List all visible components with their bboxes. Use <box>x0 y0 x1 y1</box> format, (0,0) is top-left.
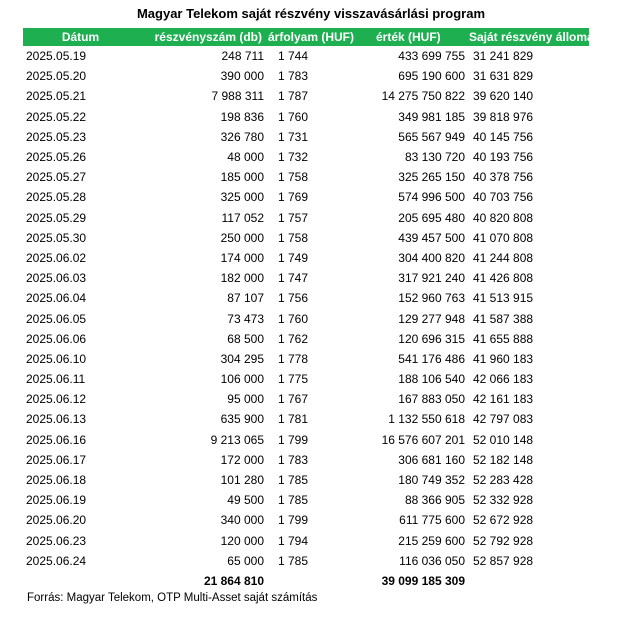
column-header-holdings: Saját részvény állomány <box>465 28 589 46</box>
table-row <box>23 147 589 167</box>
table-row <box>23 248 589 268</box>
price-cell: 1 757 <box>278 210 309 225</box>
value-cell: 167 883 050 <box>398 392 465 407</box>
date-cell: 2025.06.06 <box>26 331 87 346</box>
shares-cell <box>138 430 264 450</box>
date-cell: 2025.06.04 <box>26 291 87 306</box>
total-value: 39 099 185 309 <box>381 573 465 588</box>
date-cell: 2025.05.21 <box>26 89 87 104</box>
total-label-cell <box>23 571 138 591</box>
date-cell: 2025.06.17 <box>26 452 87 467</box>
holdings-cell: 42 161 183 <box>473 392 534 407</box>
value-cell: 14 275 750 822 <box>381 89 465 104</box>
date-cell: 2025.05.30 <box>26 230 87 245</box>
total-holdings-cell <box>465 571 589 591</box>
table-row <box>23 430 589 450</box>
shares-value: 304 295 <box>220 351 264 366</box>
holdings-cell: 42 797 083 <box>473 412 534 427</box>
shares-cell <box>138 389 264 409</box>
shares-cell <box>138 248 264 268</box>
shares-value: 106 000 <box>220 372 264 387</box>
table-row <box>23 66 589 86</box>
date-cell: 2025.06.02 <box>26 250 87 265</box>
shares-value: 198 836 <box>220 109 264 124</box>
price-cell: 1 760 <box>278 311 309 326</box>
shares-cell <box>138 208 264 228</box>
shares-cell <box>138 510 264 530</box>
column-header-shares: részvényszám (db) <box>138 28 264 46</box>
date-cell: 2025.05.27 <box>26 170 87 185</box>
table-row <box>23 470 589 490</box>
shares-value: 7 988 311 <box>211 89 264 104</box>
table-row <box>23 86 589 106</box>
date-cell: 2025.05.26 <box>26 150 87 165</box>
shares-cell <box>138 531 264 551</box>
holdings-cell: 40 378 756 <box>473 170 534 185</box>
price-cell: 1 794 <box>278 533 309 548</box>
shares-value: 48 000 <box>227 150 264 165</box>
price-cell: 1 787 <box>278 89 309 104</box>
price-cell: 1 785 <box>278 493 309 508</box>
date-cell: 2025.06.19 <box>26 493 87 508</box>
price-cell: 1 731 <box>278 129 309 144</box>
date-cell: 2025.06.05 <box>26 311 87 326</box>
shares-cell <box>138 187 264 207</box>
price-cell: 1 732 <box>278 150 309 165</box>
holdings-cell: 41 587 388 <box>473 311 534 326</box>
table-body <box>23 46 589 591</box>
value-cell: 180 749 352 <box>398 473 465 488</box>
table-header <box>23 28 608 46</box>
shares-cell <box>138 551 264 571</box>
date-cell: 2025.06.13 <box>26 412 87 427</box>
shares-value: 49 500 <box>227 493 264 508</box>
value-cell: 574 996 500 <box>398 190 465 205</box>
shares-cell <box>138 127 264 147</box>
shares-value: 182 000 <box>220 271 264 286</box>
shares-value: 174 000 <box>220 250 264 265</box>
shares-cell <box>138 107 264 127</box>
price-cell: 1 758 <box>278 170 309 185</box>
shares-cell <box>138 369 264 389</box>
date-cell: 2025.05.22 <box>26 109 87 124</box>
holdings-cell: 52 857 928 <box>473 553 534 568</box>
table-row <box>23 531 589 551</box>
holdings-cell: 39 818 976 <box>473 109 534 124</box>
date-cell: 2025.05.19 <box>26 49 87 64</box>
shares-cell <box>138 470 264 490</box>
price-cell: 1 781 <box>278 412 309 427</box>
value-cell: 611 775 600 <box>399 513 465 528</box>
value-cell: 306 681 160 <box>398 452 465 467</box>
shares-cell <box>138 167 264 187</box>
holdings-cell: 41 426 808 <box>473 271 534 286</box>
table-row <box>23 409 589 429</box>
table-row <box>23 329 589 349</box>
date-cell: 2025.06.20 <box>26 513 87 528</box>
value-cell: 433 699 755 <box>398 49 465 64</box>
holdings-cell: 40 820 808 <box>473 210 534 225</box>
table-row <box>23 490 589 510</box>
price-cell: 1 744 <box>278 49 309 64</box>
page-title: Magyar Telekom saját részvény visszavásárlási program <box>136 6 486 21</box>
shares-cell <box>138 308 264 328</box>
holdings-cell: 52 182 148 <box>473 452 534 467</box>
shares-value: 95 000 <box>227 392 264 407</box>
total-shares-cell <box>138 571 264 591</box>
shares-value: 120 000 <box>220 533 264 548</box>
holdings-cell: 42 066 183 <box>473 372 534 387</box>
shares-value: 326 780 <box>220 129 264 144</box>
table-row <box>23 107 589 127</box>
value-cell: 565 567 949 <box>398 129 465 144</box>
price-cell: 1 749 <box>278 250 309 265</box>
price-cell: 1 760 <box>278 109 309 124</box>
table-row <box>23 389 589 409</box>
table-row <box>23 127 589 147</box>
holdings-cell: 31 241 829 <box>473 49 534 64</box>
table-row <box>23 208 589 228</box>
shares-value: 250 000 <box>220 230 264 245</box>
value-cell: 1 132 550 618 <box>388 412 465 427</box>
shares-value: 635 900 <box>220 412 264 427</box>
shares-value: 101 280 <box>220 473 264 488</box>
value-cell: 120 696 315 <box>398 331 465 346</box>
price-cell: 1 775 <box>278 372 309 387</box>
shares-value: 117 052 <box>221 210 264 225</box>
table-row <box>23 288 589 308</box>
price-cell: 1 756 <box>278 291 309 306</box>
value-cell: 205 695 480 <box>398 210 465 225</box>
header-row <box>23 28 589 46</box>
holdings-cell: 40 145 756 <box>473 129 534 144</box>
value-cell: 349 981 185 <box>398 109 465 124</box>
table-row <box>23 46 589 66</box>
holdings-cell: 40 193 756 <box>473 150 534 165</box>
table-row <box>23 510 589 530</box>
price-cell: 1 785 <box>278 473 309 488</box>
holdings-cell: 52 283 428 <box>473 473 534 488</box>
date-cell: 2025.05.28 <box>26 190 87 205</box>
holdings-cell: 41 655 888 <box>473 331 534 346</box>
table-row <box>23 268 589 288</box>
shares-cell <box>138 228 264 248</box>
shares-cell <box>138 490 264 510</box>
value-cell: 88 366 905 <box>404 493 465 508</box>
table-row <box>23 450 589 470</box>
shares-value: 248 711 <box>221 49 264 64</box>
date-cell: 2025.06.23 <box>26 533 87 548</box>
shares-cell <box>138 349 264 369</box>
shares-cell <box>138 288 264 308</box>
table-row <box>23 369 589 389</box>
price-cell: 1 799 <box>278 432 309 447</box>
shares-value: 73 473 <box>227 311 264 326</box>
value-cell: 304 400 820 <box>398 250 465 265</box>
shares-cell <box>138 450 264 470</box>
value-cell: 541 176 486 <box>398 351 465 366</box>
table-row <box>23 187 589 207</box>
value-cell: 129 277 948 <box>398 311 465 326</box>
price-cell: 1 769 <box>278 190 309 205</box>
value-cell: 439 457 500 <box>398 230 465 245</box>
shares-cell <box>138 86 264 106</box>
date-cell: 2025.06.11 <box>26 372 86 387</box>
table-row <box>23 308 589 328</box>
value-cell: 325 265 150 <box>398 170 465 185</box>
total-shares: 21 864 810 <box>203 573 264 588</box>
table-row <box>23 228 589 248</box>
date-cell: 2025.06.12 <box>26 392 87 407</box>
price-cell: 1 747 <box>278 271 309 286</box>
holdings-cell: 52 010 148 <box>473 432 534 447</box>
value-cell: 16 576 607 201 <box>381 432 465 447</box>
shares-cell <box>138 329 264 349</box>
date-cell: 2025.05.29 <box>26 210 87 225</box>
value-cell: 215 259 600 <box>398 533 465 548</box>
holdings-cell: 52 792 928 <box>473 533 534 548</box>
shares-value: 340 000 <box>220 513 264 528</box>
shares-cell <box>138 46 264 66</box>
total-row <box>23 571 589 591</box>
price-cell: 1 799 <box>278 513 309 528</box>
price-cell: 1 783 <box>278 452 309 467</box>
shares-value: 185 000 <box>220 170 264 185</box>
date-cell: 2025.06.24 <box>26 553 87 568</box>
price-cell: 1 778 <box>278 351 309 366</box>
holdings-cell: 41 960 183 <box>473 351 534 366</box>
shares-value: 9 213 065 <box>210 432 264 447</box>
price-cell: 1 767 <box>278 392 309 407</box>
holdings-cell: 52 672 928 <box>473 513 534 528</box>
column-header-price: árfolyam (HUF) <box>264 28 370 46</box>
column-header-date: Dátum <box>23 28 138 46</box>
value-cell: 188 106 540 <box>398 372 465 387</box>
value-cell: 695 190 600 <box>398 69 465 84</box>
date-cell: 2025.06.03 <box>26 271 87 286</box>
value-cell: 317 921 240 <box>398 271 465 286</box>
shares-cell <box>138 268 264 288</box>
value-cell: 83 130 720 <box>404 150 465 165</box>
price-cell: 1 762 <box>278 331 309 346</box>
shares-value: 390 000 <box>220 69 264 84</box>
value-cell: 152 960 763 <box>398 291 465 306</box>
table-row <box>23 167 589 187</box>
date-cell: 2025.06.16 <box>26 432 87 447</box>
price-cell: 1 758 <box>278 230 309 245</box>
shares-value: 87 107 <box>227 291 264 306</box>
date-cell: 2025.05.20 <box>26 69 87 84</box>
value-cell: 116 036 050 <box>399 553 465 568</box>
source-note: Forrás: Magyar Telekom, OTP Multi-Asset saját számítás <box>27 592 318 604</box>
holdings-cell: 39 620 140 <box>473 89 534 104</box>
holdings-cell: 41 513 915 <box>473 291 534 306</box>
table-row <box>23 349 589 369</box>
date-cell: 2025.06.10 <box>26 351 87 366</box>
table-row <box>23 551 589 571</box>
total-price-cell <box>264 571 370 591</box>
holdings-cell: 40 703 756 <box>473 190 534 205</box>
price-cell: 1 785 <box>278 553 309 568</box>
holdings-cell: 52 332 928 <box>473 493 534 508</box>
buyback-table <box>23 28 608 591</box>
price-cell: 1 783 <box>278 69 309 84</box>
date-cell: 2025.06.18 <box>26 473 87 488</box>
holdings-cell: 31 631 829 <box>473 69 534 84</box>
shares-value: 172 000 <box>220 452 264 467</box>
holdings-cell: 41 070 808 <box>473 230 534 245</box>
shares-value: 325 000 <box>220 190 264 205</box>
shares-cell <box>138 409 264 429</box>
date-cell: 2025.05.23 <box>26 129 87 144</box>
column-header-value: érték (HUF) <box>370 28 465 46</box>
shares-value: 68 500 <box>227 331 264 346</box>
shares-cell <box>138 147 264 167</box>
shares-cell <box>138 66 264 86</box>
shares-value: 65 000 <box>227 553 264 568</box>
holdings-cell: 41 244 808 <box>473 250 534 265</box>
